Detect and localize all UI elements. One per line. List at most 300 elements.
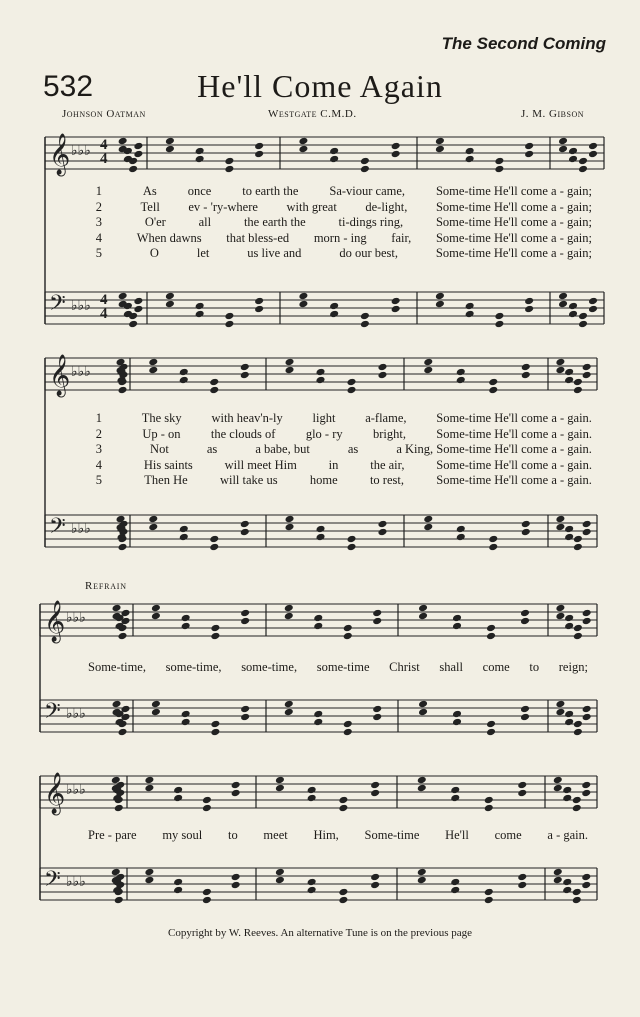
note-head bbox=[275, 876, 285, 885]
note-head bbox=[564, 376, 574, 385]
verse-line bbox=[80, 473, 592, 489]
lyric-word: a-flame, bbox=[365, 411, 407, 425]
note-head bbox=[520, 713, 530, 722]
note-head bbox=[582, 363, 592, 372]
note-head bbox=[329, 310, 339, 319]
note-head bbox=[423, 366, 433, 375]
note-head bbox=[360, 312, 370, 321]
note-head bbox=[582, 705, 592, 714]
refrain-word: to bbox=[227, 828, 238, 842]
verse-number: 4 bbox=[95, 457, 102, 472]
note-head bbox=[209, 543, 219, 552]
note-head bbox=[488, 543, 498, 552]
time-signature: 4 bbox=[100, 292, 108, 308]
note-head bbox=[564, 525, 574, 534]
note-head bbox=[173, 786, 183, 795]
note-head bbox=[298, 292, 308, 301]
note-head bbox=[582, 528, 592, 537]
note-head bbox=[524, 150, 534, 159]
note-head bbox=[128, 320, 138, 329]
note-head bbox=[284, 604, 294, 613]
lyric-word: As bbox=[142, 184, 157, 198]
note-head bbox=[372, 609, 382, 618]
note-head bbox=[517, 881, 527, 890]
note-head bbox=[452, 622, 462, 631]
verse-line bbox=[80, 458, 592, 474]
lyricist-credit: Johnson Oatman bbox=[62, 108, 146, 120]
note-head bbox=[486, 728, 496, 737]
note-head bbox=[572, 888, 582, 897]
verse-number: 5 bbox=[95, 473, 102, 487]
note-head bbox=[370, 789, 380, 798]
note-head bbox=[148, 358, 158, 367]
note-head bbox=[573, 543, 583, 552]
lyric-word: Some-time He'll come a - gain; bbox=[435, 184, 592, 198]
lyric-word: as bbox=[206, 442, 218, 456]
key-signature: ♭♭♭ bbox=[66, 782, 86, 798]
note-head bbox=[181, 710, 191, 719]
note-head bbox=[555, 366, 565, 375]
note-head bbox=[573, 378, 583, 387]
note-head bbox=[486, 720, 496, 729]
lyric-word: all bbox=[198, 215, 212, 229]
treble-clef: 𝄞 bbox=[44, 773, 66, 814]
note-head bbox=[494, 157, 504, 166]
note-head bbox=[133, 297, 143, 306]
note-head bbox=[578, 165, 588, 174]
lyric-word: to rest, bbox=[369, 473, 404, 487]
note-head bbox=[165, 300, 175, 309]
note-head bbox=[148, 366, 158, 375]
note-head bbox=[553, 776, 563, 785]
note-head bbox=[343, 720, 353, 729]
key-signature: ♭♭♭ bbox=[66, 610, 86, 626]
note-head bbox=[494, 312, 504, 321]
note-head bbox=[573, 386, 583, 395]
verse-line bbox=[80, 184, 592, 200]
note-head bbox=[128, 165, 138, 174]
note-head bbox=[418, 700, 428, 709]
note-head bbox=[423, 358, 433, 367]
lyric-word: bright, bbox=[372, 426, 406, 441]
note-head bbox=[423, 515, 433, 524]
note-head bbox=[284, 700, 294, 709]
lyric-word: home bbox=[309, 473, 338, 487]
note-head bbox=[582, 713, 592, 722]
note-head bbox=[360, 165, 370, 174]
note-head bbox=[133, 305, 143, 314]
lyric-word: de-light, bbox=[365, 199, 408, 214]
time-signature: 4 bbox=[100, 306, 108, 322]
refrain-word: a - gain. bbox=[547, 828, 588, 842]
bass-clef: 𝄢 bbox=[49, 291, 66, 321]
note-head bbox=[391, 297, 401, 306]
lyric-word: When dawns bbox=[136, 230, 202, 245]
note-head bbox=[144, 868, 154, 877]
note-head bbox=[151, 604, 161, 613]
note-head bbox=[224, 320, 234, 329]
note-head bbox=[347, 386, 357, 395]
note-head bbox=[209, 386, 219, 395]
note-head bbox=[456, 368, 466, 377]
note-head bbox=[144, 784, 154, 793]
note-head bbox=[521, 528, 531, 537]
verse-line bbox=[80, 411, 592, 427]
note-head bbox=[370, 881, 380, 890]
note-head bbox=[581, 873, 591, 882]
note-head bbox=[582, 617, 592, 626]
lyric-word: a King, Some-time He'll come a - gain. bbox=[396, 442, 592, 456]
note-head bbox=[372, 705, 382, 714]
note-head bbox=[313, 622, 323, 631]
note-head bbox=[562, 786, 572, 795]
note-head bbox=[224, 157, 234, 166]
note-head bbox=[148, 523, 158, 532]
note-head bbox=[568, 147, 578, 156]
note-head bbox=[209, 535, 219, 544]
note-head bbox=[578, 320, 588, 329]
verse-line bbox=[80, 246, 592, 262]
refrain-word: Christ bbox=[389, 660, 420, 674]
note-head bbox=[313, 614, 323, 623]
note-head bbox=[562, 886, 572, 895]
note-head bbox=[582, 609, 592, 618]
note-head bbox=[173, 886, 183, 895]
lyric-word: Not bbox=[150, 442, 169, 456]
note-head bbox=[417, 784, 427, 793]
refrain-word: Some-time, bbox=[88, 660, 146, 674]
note-head bbox=[517, 781, 527, 790]
note-head bbox=[484, 896, 494, 905]
note-head bbox=[151, 700, 161, 709]
lyric-word: a babe, but bbox=[255, 442, 310, 456]
tune-name: Westgate C.M.D. bbox=[268, 108, 357, 120]
note-head bbox=[456, 533, 466, 542]
note-head bbox=[347, 543, 357, 552]
note-head bbox=[179, 368, 189, 377]
note-head bbox=[558, 137, 568, 146]
note-head bbox=[240, 617, 250, 626]
note-head bbox=[555, 515, 565, 524]
note-head bbox=[275, 776, 285, 785]
note-head bbox=[285, 515, 295, 524]
note-head bbox=[435, 145, 445, 154]
lyric-word: let bbox=[196, 246, 210, 260]
note-head bbox=[391, 305, 401, 314]
note-head bbox=[343, 632, 353, 641]
lyric-word: in bbox=[328, 457, 339, 472]
time-signature: 4 bbox=[100, 151, 108, 167]
note-head bbox=[285, 523, 295, 532]
refrain-word: to bbox=[529, 660, 540, 674]
note-head bbox=[573, 624, 583, 633]
note-head bbox=[118, 292, 128, 301]
note-head bbox=[581, 789, 591, 798]
note-head bbox=[562, 794, 572, 803]
note-head bbox=[378, 371, 388, 380]
lyric-word: Some-time He'll come a - gain. bbox=[436, 457, 592, 472]
note-head bbox=[370, 781, 380, 790]
note-head bbox=[240, 713, 250, 722]
note-head bbox=[484, 796, 494, 805]
note-head bbox=[118, 137, 128, 146]
note-head bbox=[450, 878, 460, 887]
note-head bbox=[450, 794, 460, 803]
note-head bbox=[378, 363, 388, 372]
note-head bbox=[488, 378, 498, 387]
lyric-word: to earth the bbox=[242, 184, 299, 198]
note-head bbox=[202, 796, 212, 805]
lyric-word: with heav'n-ly bbox=[211, 411, 283, 425]
note-head bbox=[133, 142, 143, 151]
note-head bbox=[285, 366, 295, 375]
note-head bbox=[114, 896, 124, 905]
note-head bbox=[372, 617, 382, 626]
note-head bbox=[517, 873, 527, 882]
treble-clef: 𝄞 bbox=[49, 134, 71, 175]
note-head bbox=[195, 155, 205, 164]
lyric-word: Up - on bbox=[142, 426, 181, 441]
note-head bbox=[568, 155, 578, 164]
treble-clef: 𝄞 bbox=[49, 355, 71, 396]
note-head bbox=[298, 300, 308, 309]
note-head bbox=[240, 520, 250, 529]
lyric-word: the earth the bbox=[243, 215, 306, 229]
note-head bbox=[520, 705, 530, 714]
note-head bbox=[465, 302, 475, 311]
note-head bbox=[338, 888, 348, 897]
note-head bbox=[343, 728, 353, 737]
note-head bbox=[240, 363, 250, 372]
verse-number: 1 bbox=[95, 184, 102, 198]
note-head bbox=[517, 789, 527, 798]
lyric-word: morn - ing bbox=[313, 230, 367, 245]
note-head bbox=[456, 525, 466, 534]
note-head bbox=[521, 371, 531, 380]
note-head bbox=[564, 368, 574, 377]
note-head bbox=[418, 708, 428, 717]
note-head bbox=[210, 624, 220, 633]
note-head bbox=[588, 142, 598, 151]
note-head bbox=[275, 784, 285, 793]
note-head bbox=[562, 878, 572, 887]
note-head bbox=[452, 718, 462, 727]
key-signature: ♭♭♭ bbox=[71, 521, 91, 537]
note-head bbox=[165, 137, 175, 146]
note-head bbox=[391, 150, 401, 159]
note-head bbox=[588, 297, 598, 306]
note-head bbox=[370, 873, 380, 882]
time-signature: 4 bbox=[100, 137, 108, 153]
verse-number: 5 bbox=[95, 246, 102, 260]
note-head bbox=[307, 886, 317, 895]
note-head bbox=[488, 386, 498, 395]
note-head bbox=[343, 624, 353, 633]
note-head bbox=[484, 888, 494, 897]
note-head bbox=[553, 868, 563, 877]
note-head bbox=[572, 896, 582, 905]
note-head bbox=[307, 786, 317, 795]
lyric-word: Some-time He'll come a - gain; bbox=[435, 230, 592, 245]
refrain-line-1 bbox=[88, 660, 588, 675]
note-head bbox=[329, 302, 339, 311]
note-head bbox=[435, 292, 445, 301]
note-head bbox=[133, 150, 143, 159]
note-head bbox=[329, 147, 339, 156]
note-head bbox=[254, 142, 264, 151]
lyric-word: that bless-ed bbox=[226, 230, 290, 245]
note-head bbox=[316, 368, 326, 377]
lyric-word: O'er bbox=[144, 215, 166, 229]
note-head bbox=[112, 604, 122, 613]
bass-clef: 𝄢 bbox=[44, 699, 61, 729]
lyric-word: Some-time He'll come a - gain; bbox=[435, 199, 592, 214]
note-head bbox=[521, 520, 531, 529]
refrain-line-2 bbox=[88, 828, 588, 843]
note-head bbox=[391, 142, 401, 151]
refrain-word: some-time, bbox=[241, 660, 298, 674]
lyric-word: ti-dings ring, bbox=[338, 215, 404, 229]
note-head bbox=[378, 528, 388, 537]
lyric-word: His saints bbox=[143, 457, 193, 472]
note-head bbox=[338, 896, 348, 905]
lyric-word: will take us bbox=[219, 473, 278, 487]
note-head bbox=[555, 358, 565, 367]
note-head bbox=[418, 612, 428, 621]
note-head bbox=[202, 804, 212, 813]
note-head bbox=[338, 804, 348, 813]
hymn-title: He'll Come Again bbox=[197, 68, 443, 104]
note-head bbox=[555, 604, 565, 613]
note-head bbox=[553, 876, 563, 885]
lyric-word: the air, bbox=[370, 457, 405, 472]
lyric-word: Some-time He'll come a - gain. bbox=[436, 473, 592, 487]
verse-line bbox=[80, 215, 592, 231]
note-head bbox=[210, 728, 220, 737]
refrain-word: Some-time bbox=[364, 828, 420, 842]
note-head bbox=[254, 297, 264, 306]
note-head bbox=[179, 533, 189, 542]
lyric-word: glo - ry bbox=[305, 426, 343, 441]
note-head bbox=[112, 700, 122, 709]
refrain-word: shall bbox=[439, 660, 463, 674]
note-head bbox=[165, 145, 175, 154]
note-head bbox=[564, 718, 574, 727]
note-head bbox=[456, 376, 466, 385]
note-head bbox=[417, 876, 427, 885]
note-head bbox=[254, 150, 264, 159]
note-head bbox=[578, 312, 588, 321]
note-head bbox=[558, 145, 568, 154]
note-head bbox=[151, 708, 161, 717]
note-head bbox=[568, 310, 578, 319]
note-head bbox=[329, 155, 339, 164]
note-head bbox=[568, 302, 578, 311]
lyric-word: Some-time He'll come a - gain; bbox=[435, 215, 592, 229]
note-head bbox=[465, 147, 475, 156]
note-head bbox=[240, 528, 250, 537]
lyric-word: Then He bbox=[144, 473, 188, 487]
refrain-label: Refrain bbox=[85, 580, 127, 592]
lyric-word: will meet Him bbox=[224, 457, 297, 472]
note-head bbox=[360, 320, 370, 329]
lyric-word: fair, bbox=[391, 230, 412, 245]
note-head bbox=[114, 804, 124, 813]
note-head bbox=[581, 781, 591, 790]
note-head bbox=[179, 376, 189, 385]
lyric-word: Tell bbox=[140, 199, 160, 214]
note-head bbox=[118, 386, 128, 395]
section-title: The Second Coming bbox=[441, 34, 606, 53]
lyric-word: The sky bbox=[141, 411, 182, 425]
lyric-word: as bbox=[347, 442, 359, 456]
note-head bbox=[195, 310, 205, 319]
note-head bbox=[285, 358, 295, 367]
note-head bbox=[417, 776, 427, 785]
note-head bbox=[298, 137, 308, 146]
note-head bbox=[240, 609, 250, 618]
verse-line bbox=[80, 427, 592, 443]
verse-line bbox=[80, 442, 592, 458]
lyric-word: ev - 'ry-where bbox=[188, 199, 258, 214]
verse-line bbox=[80, 231, 592, 247]
note-head bbox=[378, 520, 388, 529]
hymn-number: 532 bbox=[43, 70, 94, 103]
refrain-word: meet bbox=[263, 828, 288, 842]
refrain-word: my soul bbox=[162, 828, 203, 842]
note-head bbox=[202, 896, 212, 905]
note-head bbox=[240, 371, 250, 380]
note-head bbox=[181, 718, 191, 727]
lyric-word: Some-time He'll come a - gain; bbox=[435, 246, 592, 260]
refrain-word: some-time, bbox=[165, 660, 222, 674]
note-head bbox=[210, 632, 220, 641]
refrain-word: Pre - pare bbox=[88, 828, 137, 842]
note-head bbox=[558, 292, 568, 301]
note-head bbox=[240, 705, 250, 714]
note-head bbox=[524, 305, 534, 314]
key-signature: ♭♭♭ bbox=[71, 143, 91, 159]
refrain-word: Him, bbox=[313, 828, 339, 842]
note-head bbox=[298, 145, 308, 154]
note-head bbox=[231, 873, 241, 882]
note-head bbox=[488, 535, 498, 544]
refrain-word: come bbox=[494, 828, 522, 842]
key-signature: ♭♭♭ bbox=[66, 874, 86, 890]
key-signature: ♭♭♭ bbox=[66, 706, 86, 722]
verse-number: 1 bbox=[95, 411, 102, 425]
note-head bbox=[307, 794, 317, 803]
key-signature: ♭♭♭ bbox=[71, 364, 91, 380]
note-head bbox=[524, 142, 534, 151]
refrain-word: reign; bbox=[558, 660, 588, 674]
verse-number: 2 bbox=[95, 199, 102, 214]
bass-clef: 𝄢 bbox=[49, 514, 66, 544]
note-head bbox=[254, 305, 264, 314]
verse-block-1 bbox=[80, 184, 592, 262]
refrain-word: come bbox=[482, 660, 510, 674]
verse-number: 2 bbox=[95, 426, 102, 441]
note-head bbox=[494, 165, 504, 174]
note-head bbox=[494, 320, 504, 329]
treble-clef: 𝄞 bbox=[44, 601, 66, 642]
lyric-word: the clouds of bbox=[210, 426, 276, 441]
verse-line bbox=[80, 200, 592, 216]
note-head bbox=[450, 886, 460, 895]
note-head bbox=[209, 378, 219, 387]
note-head bbox=[520, 617, 530, 626]
note-head bbox=[581, 881, 591, 890]
